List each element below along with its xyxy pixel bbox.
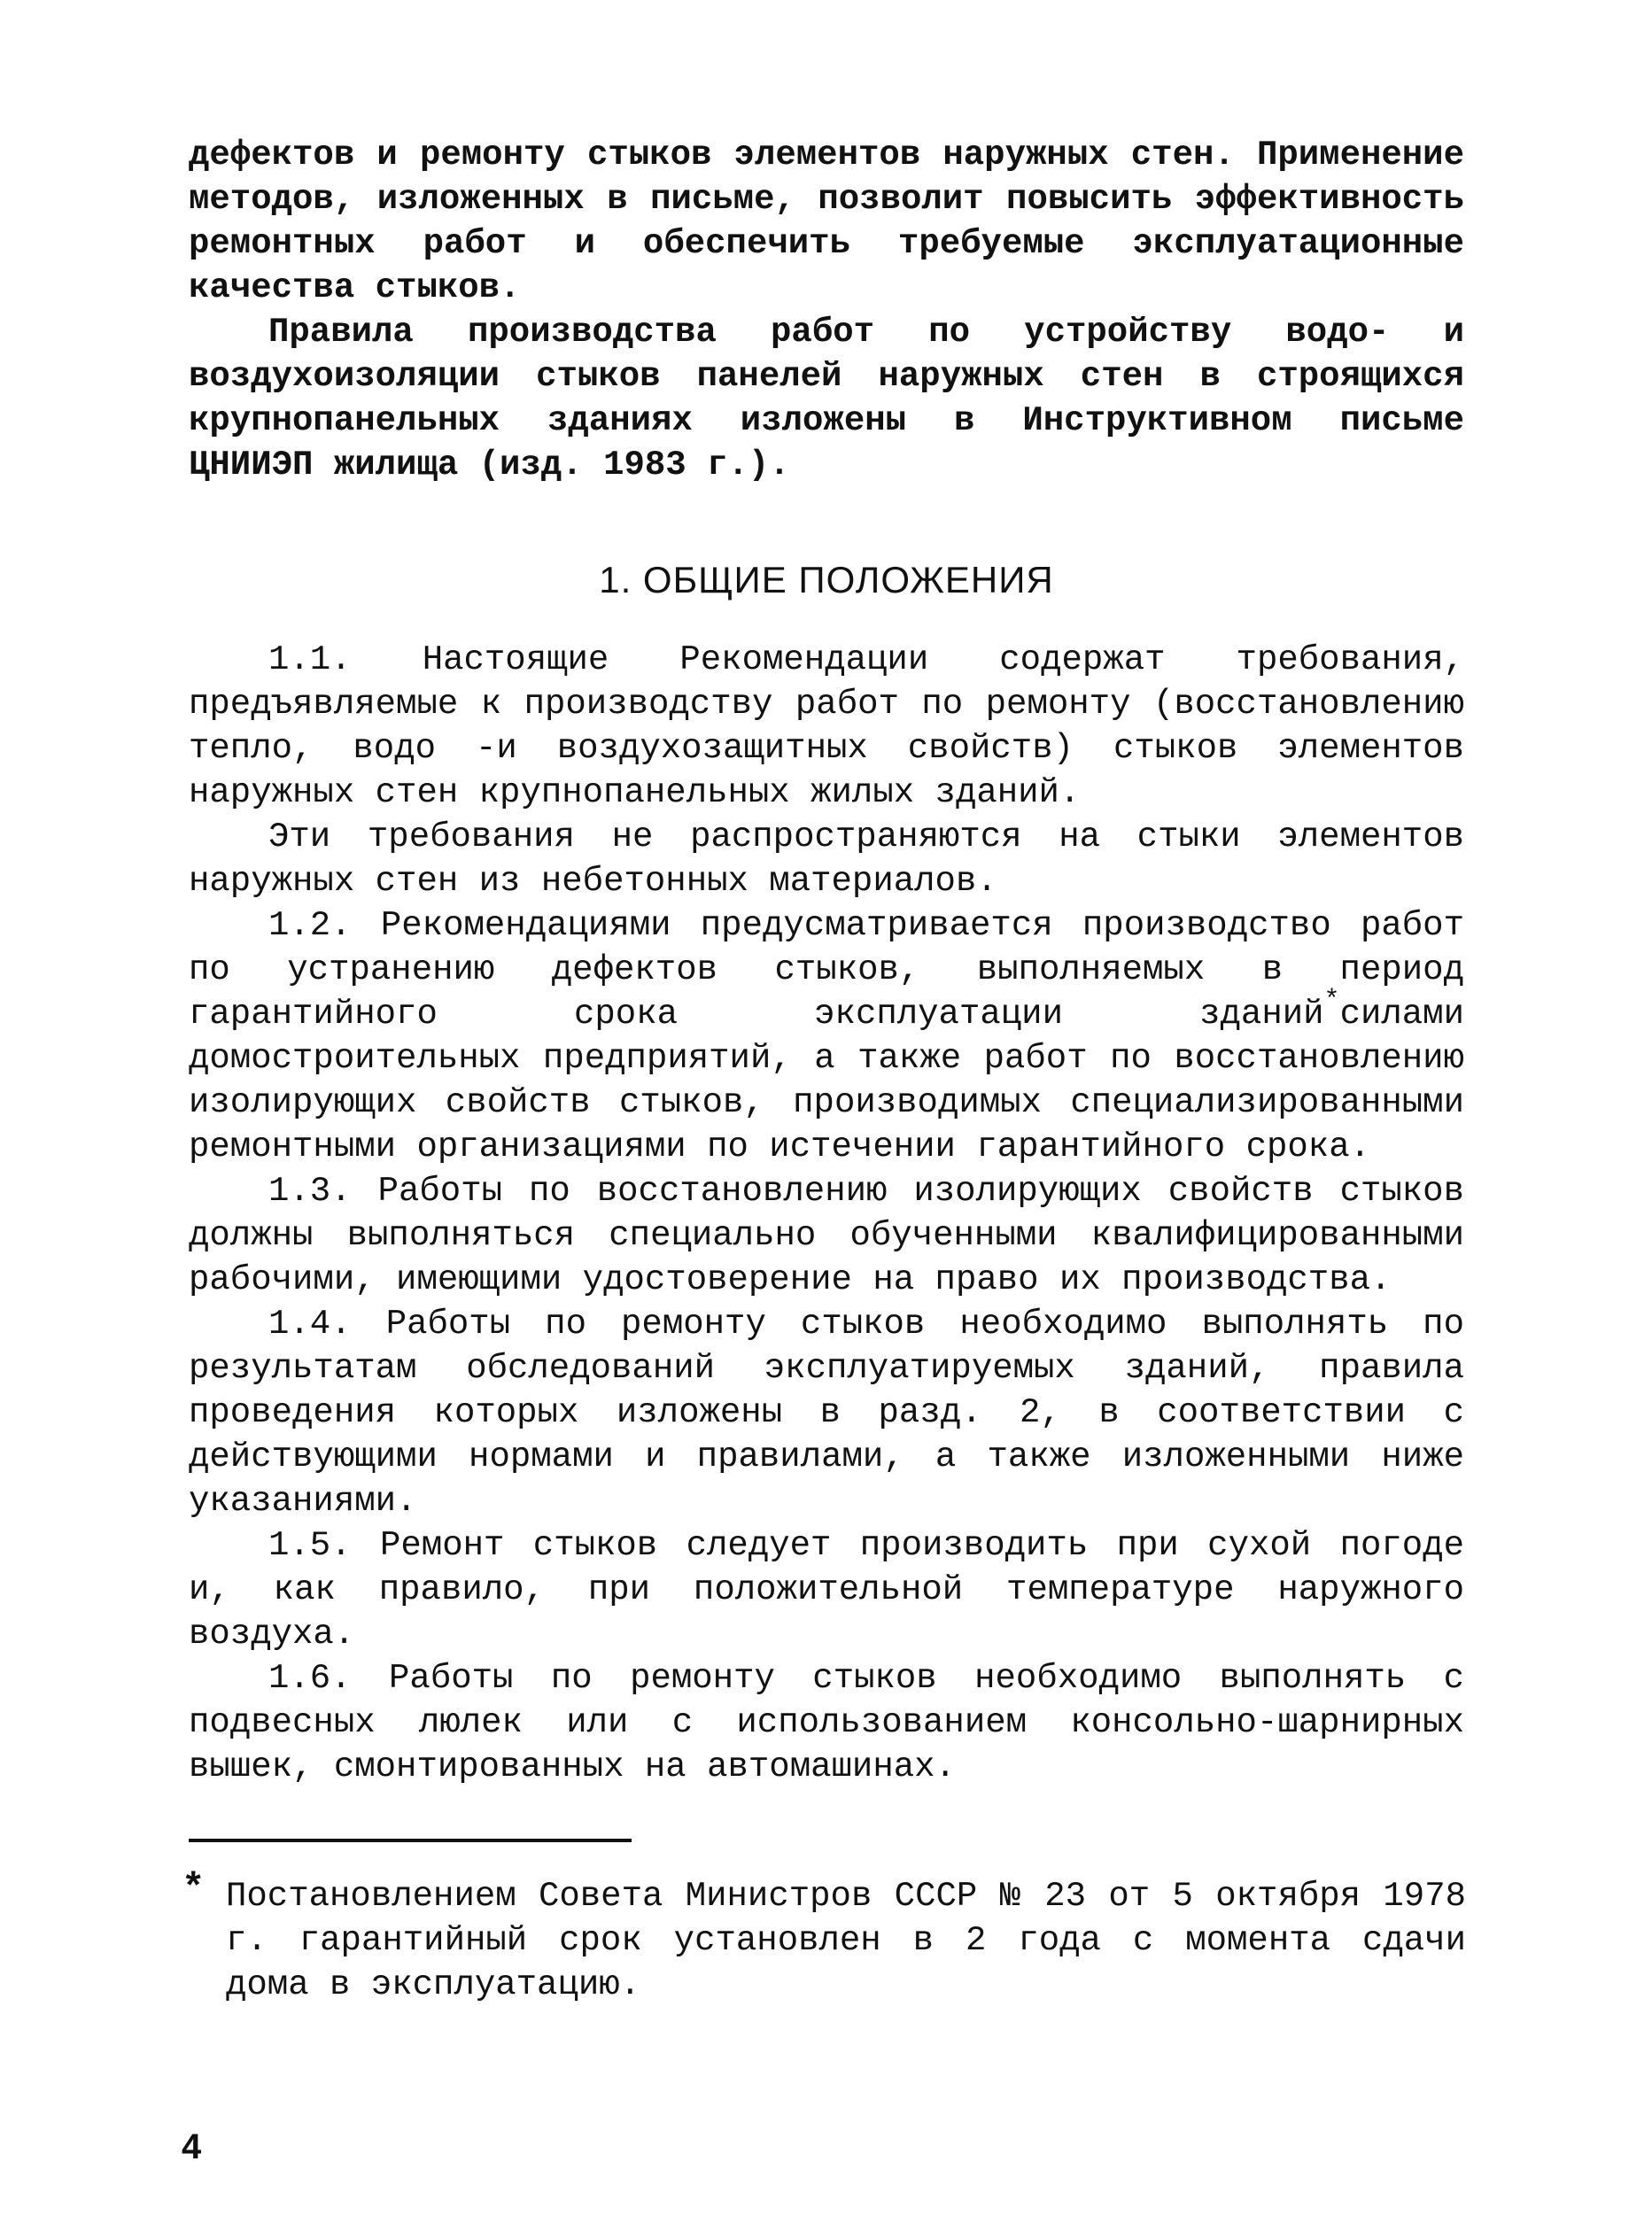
footnote	[182, 1867, 1466, 2007]
clause-number: 1.4.	[268, 1305, 352, 1344]
clause-text: Эти требования не распространяются на стыки элементов наружных стен из небетонных материалов.	[189, 817, 1464, 901]
clause-1-3	[189, 1169, 1464, 1302]
clause-text-before-footnote: Рекомендациями предусматривается производство работ по устранению дефектов стыков, выполняемых в период гарантийного срока эксплуатации зданий	[189, 906, 1464, 1034]
clause-number: 1.3.	[268, 1172, 352, 1211]
clause-1-1	[189, 638, 1464, 815]
clause-number: 1.6.	[268, 1659, 352, 1698]
page-number: 4	[182, 2127, 202, 2166]
clause-1-5	[189, 1523, 1464, 1656]
clause-text: Работы по ремонту стыков необходимо выполнять с подвесных люлек или с использованием консольно-шарнирных вышек, смонтированных на автомашинах.	[189, 1659, 1464, 1786]
footnote-mark: *	[182, 1867, 206, 1911]
footnote-divider	[189, 1839, 632, 1842]
clause-text: Работы по восстановлению изолирующих свойств стыков должны выполняться специально обученными квалифицированными рабочими, имеющими удостоверение на право их производства.	[189, 1172, 1464, 1299]
clause-text: Настоящие Рекомендации содержат требования, предъявляемые к производству работ по ремонту (восстановлению тепло, водо -и воздухозащитных свойств) стыков элементов наружных стен крупнопанельных жилых зданий.	[189, 640, 1464, 812]
footnote-reference-mark: *	[1323, 986, 1340, 1016]
clause-1-4	[189, 1302, 1464, 1523]
clause-text-after-footnote: силами домостроительных предприятий, а также работ по восстановлению изолирующих свойств стыков, производимых специализированными ремонтными организациями по истечении гарантийного срока.	[189, 995, 1464, 1166]
page-body	[189, 133, 1464, 1789]
intro-paragraph-2: Правила производства работ по устройству водо- и воздухоизоляции стыков панелей наружных стен в строящихся крупнопанельных зданиях изложены в Инструктивном письме ЦНИИЭП жилища (изд. 1983 г.).	[189, 313, 1464, 484]
clause-number: 1.5.	[268, 1526, 352, 1565]
clause-text: Работы по ремонту стыков необходимо выполнять по результатам обследований эксплуатируемых зданий, правила проведения которых изложены в разд. 2, в соответствии с действующими нормами и правилами, а также изложенными ниже указаниями.	[189, 1305, 1464, 1521]
clause-number: 1.1.	[268, 640, 352, 679]
intro-paragraph-1: дефектов и ремонту стыков элементов наружных стен. Применение методов, изложенных в письме, позволит повысить эффективность ремонтных работ и обеспечить требуемые эксплуатационные качества стыков.	[189, 136, 1464, 307]
section-title: 1. ОБЩИЕ ПОЛОЖЕНИЯ	[599, 559, 1054, 600]
clause-1-1-note	[189, 815, 1464, 903]
clause-number: 1.2.	[268, 906, 352, 945]
clause-1-2	[189, 903, 1464, 1169]
clause-text: Ремонт стыков следует производить при сухой погоде и, как правило, при положительной температуре наружного воздуха.	[189, 1526, 1464, 1654]
footnote-text: Постановлением Совета Министров СССР № 23 от 5 октября 1978 г. гарантийный срок установлен в 2 года с момента сдачи дома в эксплуатацию.	[226, 1877, 1466, 2004]
clause-1-6	[189, 1656, 1464, 1789]
